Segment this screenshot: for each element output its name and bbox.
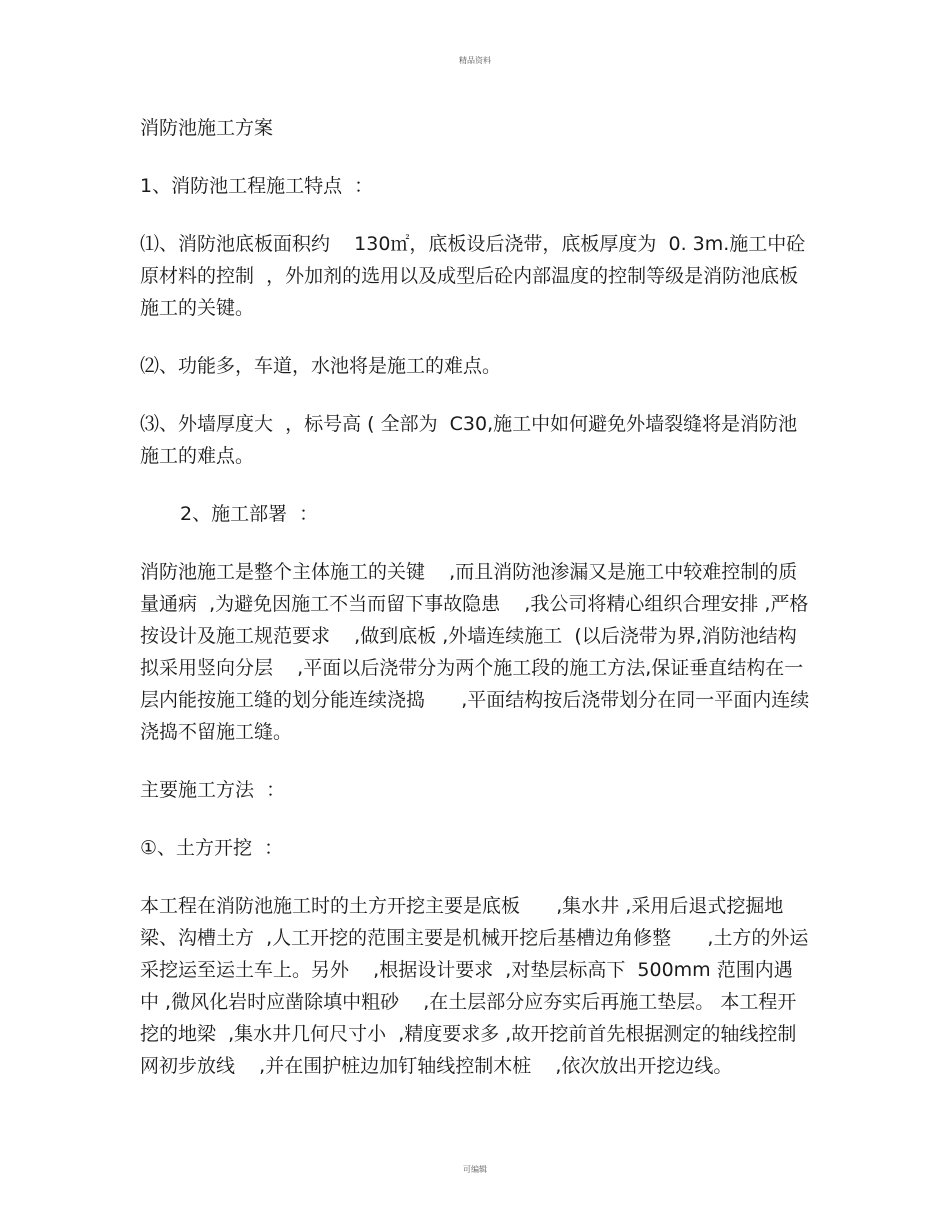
excavation-paragraph: 本工程在消防池施工时的土方开挖主要是底板 ,集水井 ,采用后退式挖掘地梁、沟槽土方 ,人工开挖的范围主要是机械开挖后基槽边角修整 ,土方的外运采挖运至运土车上。另外 ,根据设计要求 ,对垫层标高下 500mm 范围内遇中 ,微风化岩时应凿除填中粗砂 ,在土层部分应夯实后再施工垫层。 本工程开挖的地梁 ,集水井几何尺寸小 ,精度要求多 ,故开挖前首先根据测定的轴线控制网初步放线 ,并在围护桩边加钉轴线控制木桩 ,依次放出开挖边线。	[140, 895, 809, 1077]
page-header: 精品资料	[459, 56, 491, 65]
subsection1-heading: ①、土方开挖 ：	[140, 837, 284, 859]
section1-heading: 1、消防池工程施工特点 ：	[140, 175, 374, 197]
deployment-paragraph: 消防池施工是整个主体施工的关键 ,而且消防池渗漏又是施工中较难控制的质量通病 ,为避免因施工不当而留下事故隐患 ,我公司将精心组织合理安排 ,严格按设计及施工规范要求 ,做到底板 ,外墙连续施工 (以后浇带为界,消防池结构拟采用竖向分层 ,平面以后浇带分为两个施工段的施工方法,保证垂直结构在一层内能按施工缝的划分能连续浇捣 ,平面结构按后浇带划分在同一平面内连续浇捣不留施工缝。	[140, 561, 810, 743]
feature-item-3: ⑶、外墙厚度大 ，标号高 ( 全部为 C30,施工中如何避免外墙裂缝将是消防池施工的难点。	[140, 413, 798, 467]
document-body	[140, 112, 810, 1082]
page-footer: 可编辑	[463, 1165, 487, 1174]
document-title: 消防池施工方案	[140, 117, 274, 139]
feature-item-2: ⑵、功能多，车道，水池将是施工的难点。	[140, 355, 502, 377]
feature-item-1: ⑴、消防池底板面积约 130㎡，底板设后浇带，底板厚度为 0. 3m.施工中砼原材料的控制 ，外加剂的选用以及成型后砼内部温度的控制等级是消防池底板施工的关键。	[140, 233, 806, 319]
methods-heading: 主要施工方法 ：	[140, 779, 286, 801]
section2-heading: 2、施工部署 ：	[180, 503, 319, 525]
